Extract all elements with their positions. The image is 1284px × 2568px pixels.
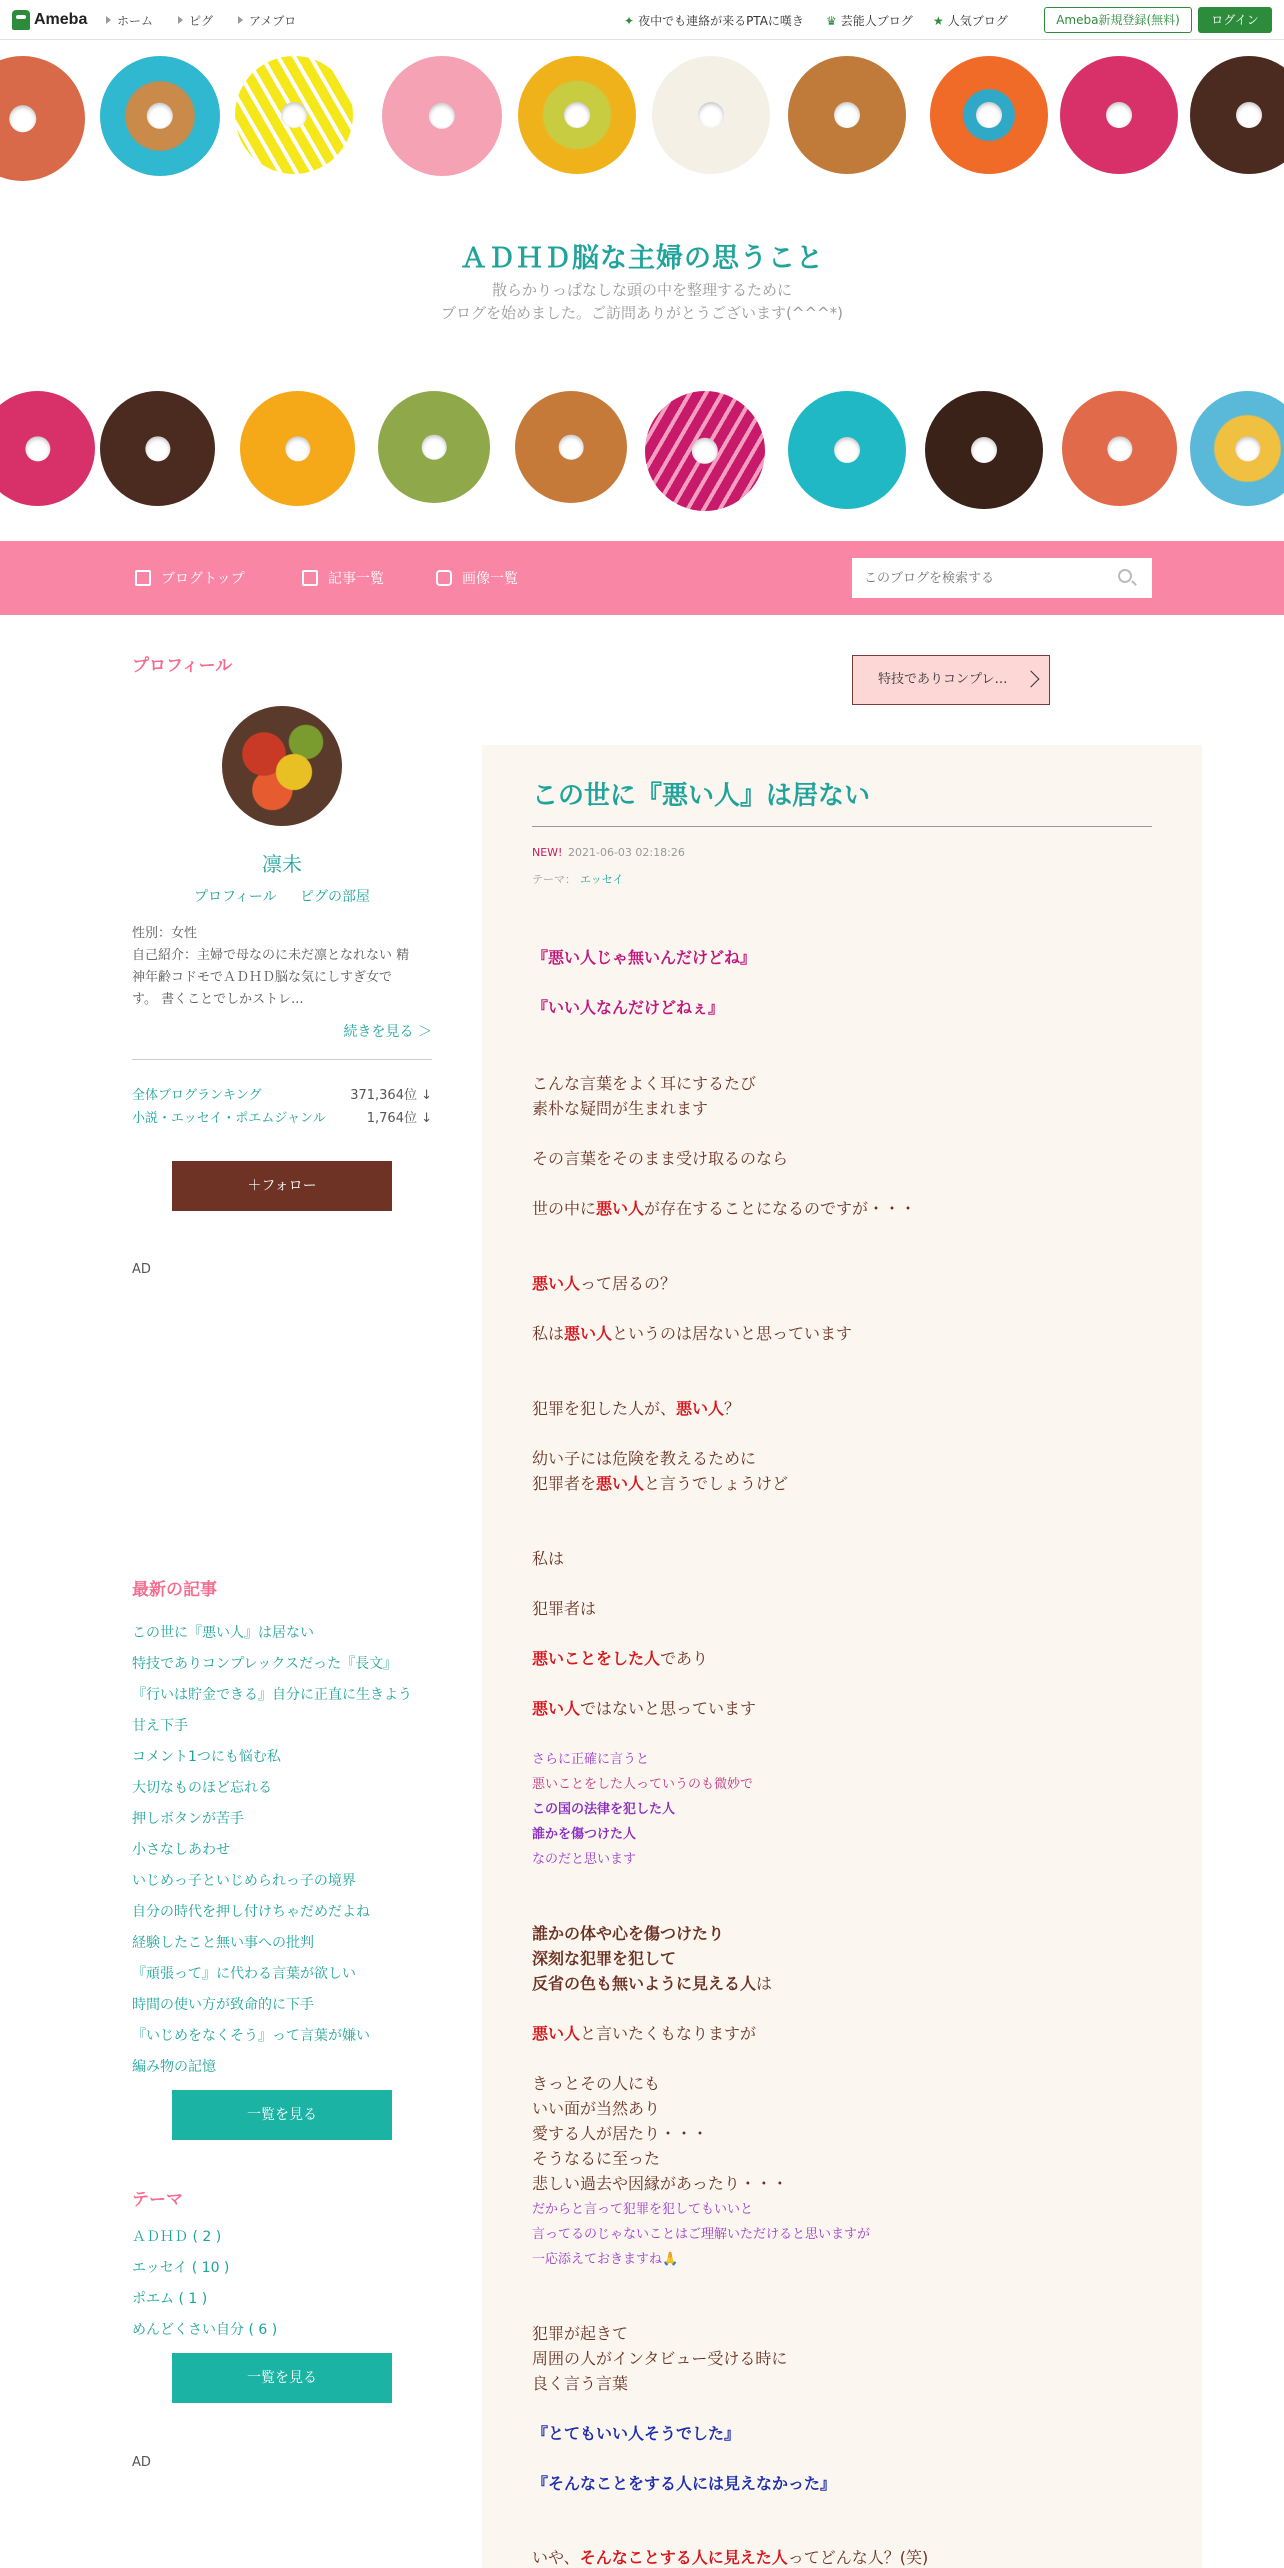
blog-description: 散らかりっぱなしな頭の中を整理するために — [491, 281, 792, 299]
donut-image — [240, 391, 355, 506]
ameba-logo[interactable]: Ameba — [12, 9, 87, 31]
theme-item[interactable]: めんどくさい自分 ( 6 ) — [132, 2322, 278, 2338]
article-line: 犯罪が起きて — [532, 2324, 629, 2343]
donut-image — [925, 391, 1043, 509]
recent-entry[interactable]: 『いじめをなくそう』って言葉が嫌い — [132, 2028, 370, 2044]
top-bar — [0, 0, 1284, 40]
article-line: 悪いことをした人っていうのも微妙で — [532, 1777, 754, 1792]
donut-image — [1062, 391, 1177, 506]
blog-header — [0, 41, 1284, 541]
article-line: 『いい人なんだけどねぇ』 — [532, 998, 725, 1017]
theme-label: テーマ： — [532, 873, 576, 886]
avatar[interactable] — [222, 706, 342, 826]
article-title[interactable]: この世に『悪い人』は居ない — [532, 781, 871, 811]
article-line: 犯罪者を悪い人と言うでしょうけど — [532, 1474, 789, 1493]
theme-item[interactable]: ＡＤＨＤ ( 2 ) — [132, 2229, 222, 2245]
recent-entry[interactable]: 特技でありコンプレックスだった『長文』 — [132, 1656, 398, 1672]
article-line: 『そんなことをする人には見えなかった』 — [532, 2474, 837, 2493]
recent-entry[interactable]: 編み物の記憶 — [132, 2059, 216, 2075]
theme-item[interactable]: ポエム ( 1 ) — [132, 2291, 208, 2307]
nav-pigg[interactable]: ピグ — [178, 12, 213, 29]
article-line: さらに正確に言うと — [532, 1752, 650, 1767]
theme-heading: テーマ — [132, 2190, 183, 2210]
article-line: いや、そんなことする人に見えた人ってどんな人？(笑) — [532, 2548, 929, 2567]
ameba-logo-icon — [12, 10, 30, 30]
recent-entry[interactable]: この世に『悪い人』は居ない — [132, 1625, 314, 1641]
ad-label: AD — [132, 2455, 151, 2470]
camera-icon — [436, 570, 452, 586]
nav-ameblo[interactable]: アメブロ — [238, 12, 296, 29]
article-line: 『悪い人じゃ無いんだけどね』 — [532, 948, 757, 967]
follow-button[interactable]: ＋フォロー — [172, 1161, 392, 1211]
chevron-right-icon — [1023, 671, 1040, 688]
blog-description: ブログを始めました。ご訪問ありがとうございます(^^^*) — [441, 304, 843, 322]
recent-entry[interactable]: いじめっ子といじめられっ子の境界 — [132, 1873, 356, 1889]
ranking-genre[interactable]: 小説・エッセイ・ポエムジャンル 1,764位 ↓ — [132, 1111, 432, 1126]
profile-heading: プロフィール — [132, 656, 233, 676]
article-line: 一応添えておきますね🙏 — [532, 2252, 679, 2267]
article-line: 誰かの体や心を傷つけたり — [532, 1924, 725, 1943]
recent-entry[interactable]: 『頑張って』に代わる言葉が欲しい — [132, 1966, 356, 1982]
article-line: 深刻な犯罪を犯して — [532, 1949, 677, 1968]
recent-entry[interactable]: 甘え下手 — [132, 1718, 188, 1734]
donut-image — [930, 56, 1048, 174]
recent-entry[interactable]: 『行いは貯金できる』自分に正直に生きよう — [132, 1687, 412, 1703]
donut-image — [788, 56, 906, 174]
article-theme-link[interactable]: エッセイ — [580, 873, 624, 886]
register-button[interactable]: Ameba新規登録(無料) — [1044, 7, 1192, 33]
new-badge: NEW! — [532, 846, 563, 859]
blog-search-input[interactable] — [852, 558, 1152, 598]
sparkle-icon: ✦ — [624, 14, 635, 28]
ranking-overall[interactable]: 全体ブログランキング 371,364位 ↓ — [132, 1088, 432, 1103]
article-line: 悪いことをした人であり — [532, 1649, 709, 1668]
donut-image — [382, 56, 502, 176]
donut-image — [1060, 56, 1178, 174]
donut-image — [100, 56, 220, 176]
recent-entry[interactable]: 時間の使い方が致命的に下手 — [132, 1997, 314, 2013]
article-line: 愛する人が居たり・・・ — [532, 2124, 709, 2143]
donut-image — [788, 391, 906, 509]
article-line: 反省の色も無いように見える人は — [532, 1974, 773, 1993]
profile-link[interactable]: プロフィール — [194, 889, 277, 905]
article-line: 悪い人ではないと思っています — [532, 1699, 757, 1718]
crown-icon: ♛ — [826, 14, 837, 28]
article-line: 悪い人と言いたくもなりますが — [532, 2024, 757, 2043]
article-line: いい面が当然あり — [532, 2099, 661, 2118]
donut-image — [515, 391, 627, 503]
divider — [132, 1059, 432, 1060]
popular-blog-link[interactable]: ★ 人気ブログ — [933, 14, 1008, 28]
theme-more-button[interactable]: 一覧を見る — [172, 2353, 392, 2403]
article-line: こんな言葉をよく耳にするたび — [532, 1074, 757, 1093]
article-line: 誰かを傷つけた人 — [532, 1827, 637, 1842]
article-line: 私は — [532, 1549, 565, 1568]
read-more-link[interactable]: 続きを見る ＞ — [343, 1024, 432, 1040]
trending-link[interactable]: ✦ 夜中でも連絡が来るPTAに嘆き — [624, 14, 804, 28]
donut-image — [645, 391, 765, 511]
article-line: その言葉をそのまま受け取るのなら — [532, 1149, 789, 1168]
nav-entry-list[interactable]: 記事一覧 — [302, 568, 384, 588]
article-line: 犯罪を犯した人が、悪い人？ — [532, 1399, 741, 1418]
article-line: 悪い人って居るの？ — [532, 1274, 677, 1293]
donut-image — [652, 56, 770, 174]
recent-entry[interactable]: 小さなしあわせ — [132, 1842, 230, 1858]
nav-image-list[interactable]: 画像一覧 — [436, 568, 518, 588]
star-icon: ★ — [933, 14, 944, 28]
article-line: きっとその人にも — [532, 2074, 661, 2093]
ad-label: AD — [132, 1262, 151, 1277]
pigg-room-link[interactable]: ピグの部屋 — [300, 889, 370, 905]
article-date: 2021-06-03 02:18:26 — [568, 846, 685, 859]
recent-entry[interactable]: 自分の時代を押し付けちゃだめだよね — [132, 1904, 370, 1920]
donut-image — [0, 391, 95, 506]
nav-blog-top[interactable]: ブログトップ — [135, 568, 245, 588]
article-line: 良く言う言葉 — [532, 2374, 629, 2393]
copy-icon — [302, 570, 318, 586]
donut-image — [100, 391, 215, 506]
donut-image — [1190, 56, 1284, 174]
article-line: そうなるに至った — [532, 2149, 661, 2168]
blog-nav — [0, 541, 1284, 615]
article-line: なのだと思います — [532, 1852, 637, 1867]
article-line: 素朴な疑問が生まれます — [532, 1099, 709, 1118]
article-line: 私は悪い人というのは居ないと思っています — [532, 1324, 853, 1343]
donut-image — [518, 56, 636, 174]
article-line: 犯罪者は — [532, 1599, 597, 1618]
article-line: この国の法律を犯した人 — [532, 1802, 676, 1817]
article-line: 『とてもいい人そうでした』 — [532, 2424, 741, 2443]
recent-entry[interactable]: 経験したこと無い事への批判 — [132, 1935, 314, 1951]
article-line: 世の中に悪い人が存在することになるのですが・・・ — [532, 1199, 917, 1218]
article-line: 周囲の人がインタビュー受ける時に — [532, 2349, 788, 2368]
recent-more-button[interactable]: 一覧を見る — [172, 2090, 392, 2140]
divider — [532, 826, 1152, 827]
donut-image — [1190, 391, 1284, 506]
search-icon[interactable] — [1118, 569, 1132, 583]
donut-image — [235, 56, 353, 174]
article-line: 幼い子には危険を教えるために — [532, 1449, 757, 1468]
recent-entry[interactable]: 押しボタンが苦手 — [132, 1811, 244, 1827]
recent-heading: 最新の記事 — [132, 1580, 217, 1600]
profile-gender: 性別：女性 — [132, 926, 198, 941]
profile-intro: 自己紹介：主婦で母なのに未だ凛となれない 精 — [132, 948, 410, 963]
article-line: だからと言って犯罪を犯してもいいと — [532, 2202, 754, 2217]
article-line: 言ってるのじゃないことはご理解いただけると思いますが — [532, 2227, 871, 2242]
blog-title[interactable]: ＡＤＨＤ脳な主婦の思うこと — [460, 243, 824, 274]
article-line: 悲しい過去や因縁があったり・・・ — [532, 2174, 788, 2193]
theme-item[interactable]: エッセイ ( 10 ) — [132, 2260, 230, 2276]
profile-name[interactable]: 凛未 — [262, 852, 302, 876]
profile-intro: す。 書くことでしかストレ... — [132, 992, 304, 1007]
login-button[interactable]: ログイン — [1198, 7, 1272, 33]
recent-entry[interactable]: コメント1つにも悩む私 — [132, 1749, 281, 1765]
previous-entry-button[interactable]: 特技でありコンプレ… — [852, 655, 1050, 705]
profile-intro: 神年齢コドモでＡＤＨＤ脳な気にしすぎ女で — [132, 970, 393, 985]
donut-image — [0, 56, 85, 181]
celebrity-blog-link[interactable]: ♛ 芸能人ブログ — [826, 14, 913, 28]
nav-home[interactable]: ホーム — [106, 12, 153, 29]
donut-image — [378, 391, 490, 503]
recent-entry[interactable]: 大切なものほど忘れる — [132, 1780, 272, 1796]
document-icon — [135, 570, 151, 586]
